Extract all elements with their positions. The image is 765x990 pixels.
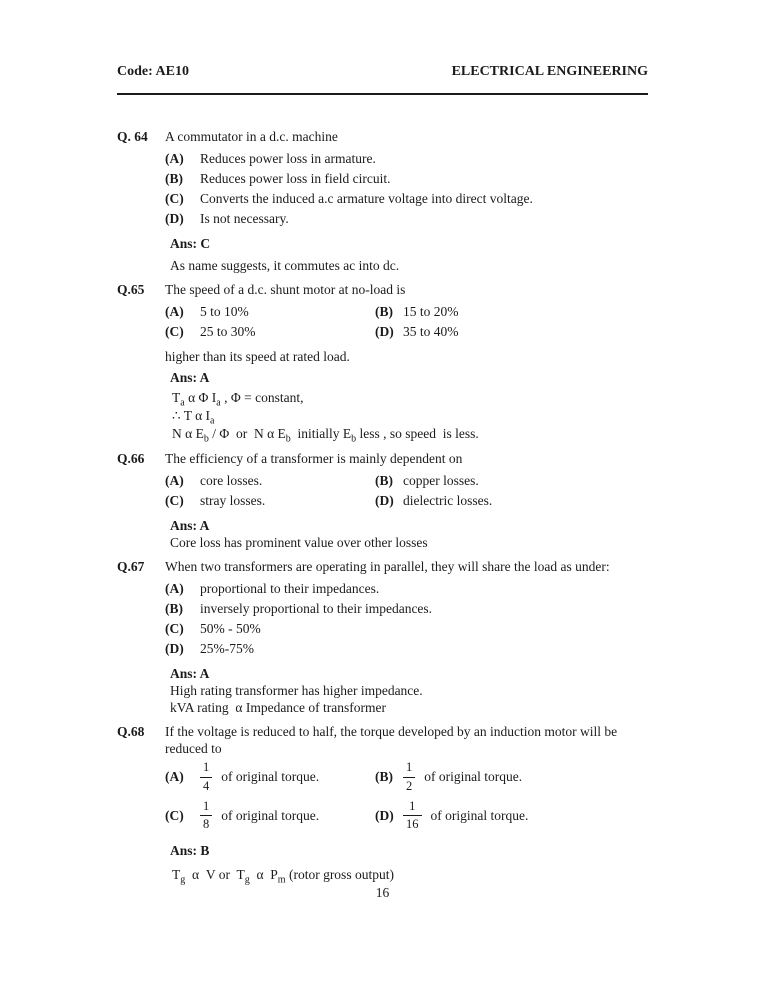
explanation-line: Core loss has prominent value over other losses	[170, 535, 428, 550]
option-label: (A)	[165, 473, 184, 488]
option-label: (A)	[165, 581, 184, 596]
formula-line: $T_a$ α Φ $I_a$ , Φ = constant,	[172, 390, 304, 409]
fraction-denominator: 2	[403, 777, 415, 794]
page-header	[0, 0, 765, 80]
fraction-numerator: 1	[406, 760, 413, 774]
option-label: (B)	[375, 304, 393, 319]
option-text: inversely proportional to their impedances.	[200, 601, 433, 616]
fraction	[403, 800, 422, 833]
fraction	[200, 800, 212, 833]
option-label: (C)	[165, 807, 184, 823]
fraction-numerator: 1	[409, 798, 416, 813]
option-label: (D)	[375, 807, 394, 823]
option-text: Converts the induced a.c armature voltage into direct voltage.	[200, 191, 533, 206]
option-label: (A)	[165, 304, 184, 319]
option-row	[375, 761, 648, 794]
question-text: When two transformers are operating in parallel, they will share the load as under:	[165, 559, 610, 574]
question-number: Q.66	[117, 451, 145, 466]
explanation-line: kVA rating α Impedance of transformer	[170, 700, 387, 715]
options-grid	[165, 471, 648, 511]
option-text: 35 to 40%	[403, 324, 459, 339]
option-label: (A)	[165, 769, 184, 785]
option-row	[165, 302, 375, 322]
option-row	[165, 599, 648, 619]
question-64	[117, 128, 648, 274]
option-label: (B)	[375, 473, 393, 488]
option-row	[165, 800, 375, 833]
answer-line: Ans: C	[170, 236, 211, 251]
option-row	[165, 579, 648, 599]
answer-line: Ans: A	[170, 518, 210, 533]
option-row	[375, 800, 648, 833]
question-text: The efficiency of a transformer is mainly dependent on	[165, 451, 463, 466]
option-row	[375, 471, 648, 491]
option-label: (C)	[165, 621, 184, 636]
question-number: Q.67	[117, 559, 145, 574]
fraction-numerator: 1	[203, 798, 210, 813]
question-text: A commutator in a d.c. machine	[165, 129, 338, 144]
option-label: (A)	[165, 151, 184, 166]
exam-code: Code: AE10	[117, 64, 189, 79]
question-text: The speed of a d.c. shunt motor at no-load is	[165, 282, 406, 297]
question-text: If the voltage is reduced to half, the torque developed by an induction motor will be	[165, 724, 618, 739]
option-text: 15 to 20%	[403, 304, 459, 319]
answer-line: Ans: A	[170, 370, 210, 385]
option-row	[165, 619, 648, 639]
question-body	[165, 723, 648, 884]
question-65	[117, 281, 648, 443]
option-text: of original torque.	[424, 769, 523, 785]
answer-line: Ans: B	[170, 843, 210, 858]
option-label: (D)	[165, 641, 184, 656]
question-tail-text: higher than its speed at rated load.	[165, 349, 350, 364]
question-number: Q.65	[117, 282, 145, 297]
option-row	[165, 169, 648, 189]
question-67	[117, 558, 648, 716]
option-row	[165, 209, 648, 229]
page-number: 16	[375, 885, 390, 900]
options-grid	[165, 761, 648, 832]
option-row	[165, 149, 648, 169]
option-row	[165, 639, 648, 659]
option-row	[165, 761, 375, 794]
question-body	[165, 450, 648, 551]
explanation-line: As name suggests, it commutes ac into dc.	[170, 258, 400, 273]
option-text: core losses.	[200, 473, 263, 488]
option-text: proportional to their impedances.	[200, 581, 380, 596]
option-row	[165, 189, 648, 209]
formula-line: ∴ T α $I_a$	[172, 408, 215, 427]
option-text: stray losses.	[200, 493, 266, 508]
option-label: (C)	[165, 324, 184, 339]
question-body	[165, 558, 648, 716]
option-text: of original torque.	[430, 807, 529, 823]
option-label: (B)	[165, 601, 183, 616]
options-list	[165, 149, 648, 229]
fraction-denominator: 4	[200, 777, 212, 794]
option-text: dielectric losses.	[403, 493, 493, 508]
fraction-denominator: 8	[200, 815, 212, 832]
option-row	[375, 491, 648, 511]
option-text: 50% - 50%	[200, 621, 261, 636]
question-body	[165, 281, 648, 443]
option-row	[375, 322, 648, 342]
option-label: (B)	[375, 769, 393, 785]
question-body	[165, 128, 648, 274]
option-text: of original torque.	[221, 769, 320, 785]
option-text: 25 to 30%	[200, 324, 256, 339]
option-label: (C)	[165, 493, 184, 508]
option-row	[165, 471, 375, 491]
fraction	[403, 761, 415, 794]
fraction-denominator: 16	[403, 815, 422, 832]
formula-line: $T_g$ α V or $T_g$ α $P_m$ (rotor gross output)	[172, 867, 394, 886]
option-row	[165, 322, 375, 342]
option-row	[375, 302, 648, 322]
formula-block	[172, 389, 648, 443]
question-68	[117, 723, 648, 884]
question-number: Q.68	[117, 724, 145, 739]
option-label: (D)	[165, 211, 184, 226]
option-text: Is not necessary.	[200, 211, 289, 226]
page-content	[0, 95, 765, 884]
option-text: 25%-75%	[200, 641, 254, 656]
fraction	[200, 761, 212, 794]
option-text: Reduces power loss in armature.	[200, 151, 376, 166]
option-label: (D)	[375, 324, 394, 339]
question-text: reduced to	[165, 741, 222, 756]
formula-line: N α $E_b$ / Φ or N α $E_b$ initially $E_b$ less , so speed is less.	[172, 426, 479, 445]
option-row	[165, 491, 375, 511]
question-66	[117, 450, 648, 551]
option-label: (B)	[165, 171, 183, 186]
option-text: Reduces power loss in field circuit.	[200, 171, 391, 186]
answer-line: Ans: A	[170, 666, 210, 681]
option-label: (C)	[165, 191, 184, 206]
options-grid	[165, 302, 648, 342]
option-label: (D)	[375, 493, 394, 508]
option-text: of original torque.	[221, 807, 320, 823]
fraction-numerator: 1	[203, 760, 210, 774]
explanation-line: High rating transformer has higher impedance.	[170, 683, 423, 698]
option-text: 5 to 10%	[200, 304, 249, 319]
options-list	[165, 579, 648, 659]
question-number: Q. 64	[117, 129, 148, 144]
exam-subject: ELECTRICAL ENGINEERING	[451, 64, 648, 79]
option-text: copper losses.	[403, 473, 479, 488]
